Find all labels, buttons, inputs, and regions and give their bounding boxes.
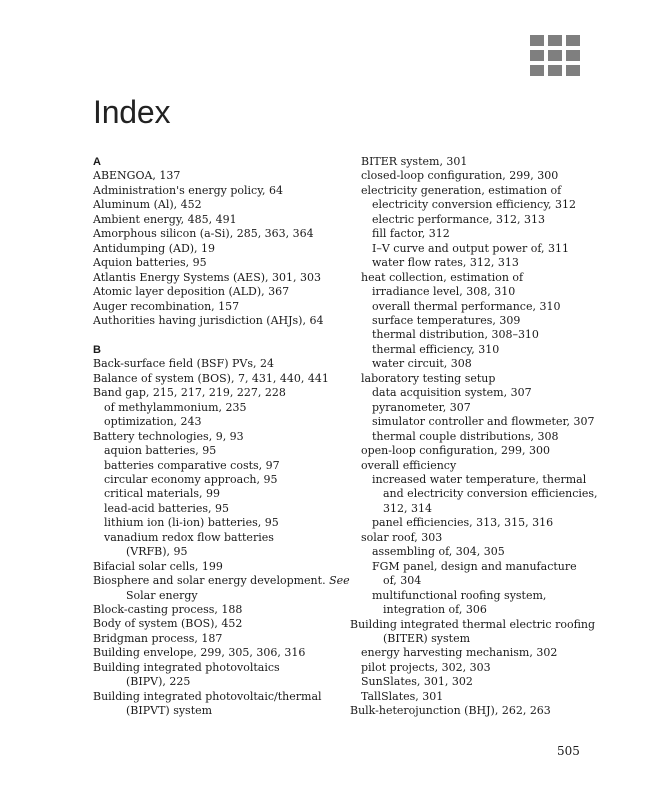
index-entry: irradiance level, 308, 310 — [372, 285, 516, 299]
index-entry: heat collection, estimation of — [361, 270, 524, 284]
index-entry: Atomic layer deposition (ALD), 367 — [93, 285, 290, 299]
index-entry: Auger recombination, 157 — [93, 299, 240, 313]
index-entry: Ambient energy, 485, 491 — [93, 212, 237, 226]
index-entry: Back-surface field (BSF) PVs, 24 — [93, 357, 274, 371]
index-entry: increased water temperature, thermal — [372, 472, 587, 486]
grid-square — [566, 35, 580, 46]
index-entry: thermal couple distributions, 308 — [372, 429, 559, 443]
index-entry: thermal efficiency, 310 — [372, 342, 500, 356]
index-entry: (BIPVT) system — [126, 704, 213, 718]
index-entry: Battery technologies, 9, 93 — [93, 429, 244, 443]
index-entry: surface temperatures, 309 — [372, 313, 521, 327]
page-number: 505 — [557, 744, 580, 758]
index-entry: (VRFB), 95 — [126, 545, 188, 559]
index-entry: Administration's energy policy, 64 — [93, 183, 283, 197]
index-entry: Atlantis Energy Systems (AES), 301, 303 — [93, 270, 322, 284]
index-entry: ABENGOA, 137 — [93, 169, 181, 183]
index-section-letter: B — [93, 343, 101, 356]
grid-square — [548, 35, 562, 46]
index-entry: pilot projects, 302, 303 — [361, 660, 491, 674]
index-entry: (BITER) system — [383, 631, 471, 645]
index-entry: aquion batteries, 95 — [104, 444, 217, 458]
index-entry: pyranometer, 307 — [372, 400, 471, 414]
index-entry: TallSlates, 301 — [361, 689, 444, 703]
index-entry: Building envelope, 299, 305, 306, 316 — [93, 646, 306, 660]
index-entry: Authorities having jurisdiction (AHJs), 64 — [93, 313, 324, 327]
index-entry: multifunctional roofing system, — [372, 588, 547, 602]
index-entry: thermal distribution, 308–310 — [372, 328, 539, 342]
index-entry: Building integrated thermal electric roofing — [350, 617, 596, 631]
index-entry: Aquion batteries, 95 — [93, 256, 207, 270]
index-entry: SunSlates, 301, 302 — [361, 675, 473, 689]
index-entry: water circuit, 308 — [372, 357, 472, 371]
index-entry: of methylammonium, 235 — [104, 400, 247, 414]
index-entry: vanadium redox flow batteries — [104, 530, 274, 544]
index-entry: Block-casting process, 188 — [93, 603, 243, 617]
index-entry: batteries comparative costs, 97 — [104, 458, 280, 472]
index-entry: simulator controller and flowmeter, 307 — [372, 415, 595, 429]
index-entry: assembling of, 304, 305 — [372, 545, 505, 559]
index-entry: critical materials, 99 — [104, 487, 221, 501]
index-entry: Antidumping (AD), 19 — [93, 241, 216, 255]
index-entry: panel efficiencies, 313, 315, 316 — [372, 516, 554, 530]
index-entry: lithium ion (li-ion) batteries, 95 — [104, 516, 279, 530]
index-entry: I–V curve and output power of, 311 — [372, 241, 569, 255]
grid-square — [548, 50, 562, 61]
index-entry — [93, 574, 350, 588]
index-entry: 312, 314 — [383, 501, 432, 515]
index-entry: laboratory testing setup — [361, 371, 496, 385]
see-reference: See — [329, 574, 350, 588]
grid-square — [530, 35, 544, 46]
index-entry: Body of system (BOS), 452 — [93, 617, 243, 631]
index-entry: electricity generation, estimation of — [361, 183, 562, 197]
grid-square — [530, 50, 544, 61]
index-entry: solar roof, 303 — [361, 530, 443, 544]
index-entry: open-loop configuration, 299, 300 — [361, 444, 551, 458]
grid-square — [548, 65, 562, 76]
index-entry: closed-loop configuration, 299, 300 — [361, 169, 559, 183]
index-entry: integration of, 306 — [383, 603, 487, 617]
index-entry: Band gap, 215, 217, 219, 227, 228 — [93, 386, 286, 400]
index-entry: water flow rates, 312, 313 — [372, 256, 519, 270]
index-entry: optimization, 243 — [104, 415, 202, 429]
index-entry: Building integrated photovoltaic/thermal — [93, 689, 322, 703]
index-entry: Bifacial solar cells, 199 — [93, 559, 223, 573]
index-entry-text: Biosphere and solar energy development. — [93, 574, 326, 588]
index-entry: electric performance, 312, 313 — [372, 212, 546, 226]
index-column-left — [93, 155, 350, 719]
index-entry: Solar energy — [126, 588, 198, 602]
index-entry: overall thermal performance, 310 — [372, 299, 561, 313]
index-entry: circular economy approach, 95 — [104, 472, 278, 486]
grid-square — [566, 65, 580, 76]
index-entry: lead-acid batteries, 95 — [104, 501, 229, 515]
index-entry: of, 304 — [383, 574, 422, 588]
index-entry: data acquisition system, 307 — [372, 386, 532, 400]
index-entry: overall efficiency — [361, 458, 457, 472]
index-entry: Building integrated photovoltaics — [93, 660, 280, 674]
index-entry: FGM panel, design and manufacture — [372, 559, 577, 573]
grid-square — [566, 50, 580, 61]
index-entry: energy harvesting mechanism, 302 — [361, 646, 558, 660]
grid-square — [530, 65, 544, 76]
index-entry: Amorphous silicon (a-Si), 285, 363, 364 — [93, 227, 314, 241]
index-entry: Balance of system (BOS), 7, 431, 440, 441 — [93, 371, 329, 385]
page-title: Index — [93, 94, 171, 130]
index-entry: Aluminum (Al), 452 — [93, 198, 202, 212]
index-entry: BITER system, 301 — [361, 155, 468, 168]
index-entry: Bulk-heterojunction (BHJ), 262, 263 — [350, 704, 551, 718]
index-column-right — [350, 155, 598, 719]
section-gap — [93, 328, 333, 342]
index-section-letter: A — [93, 156, 101, 168]
grid-squares-icon — [530, 35, 580, 81]
index-entry: fill factor, 312 — [372, 227, 450, 241]
index-entry: electricity conversion efficiency, 312 — [372, 198, 576, 212]
index-entry: (BIPV), 225 — [126, 675, 191, 689]
index-entry: and electricity conversion efficiencies, — [383, 487, 598, 501]
index-entry: Bridgman process, 187 — [93, 631, 223, 645]
